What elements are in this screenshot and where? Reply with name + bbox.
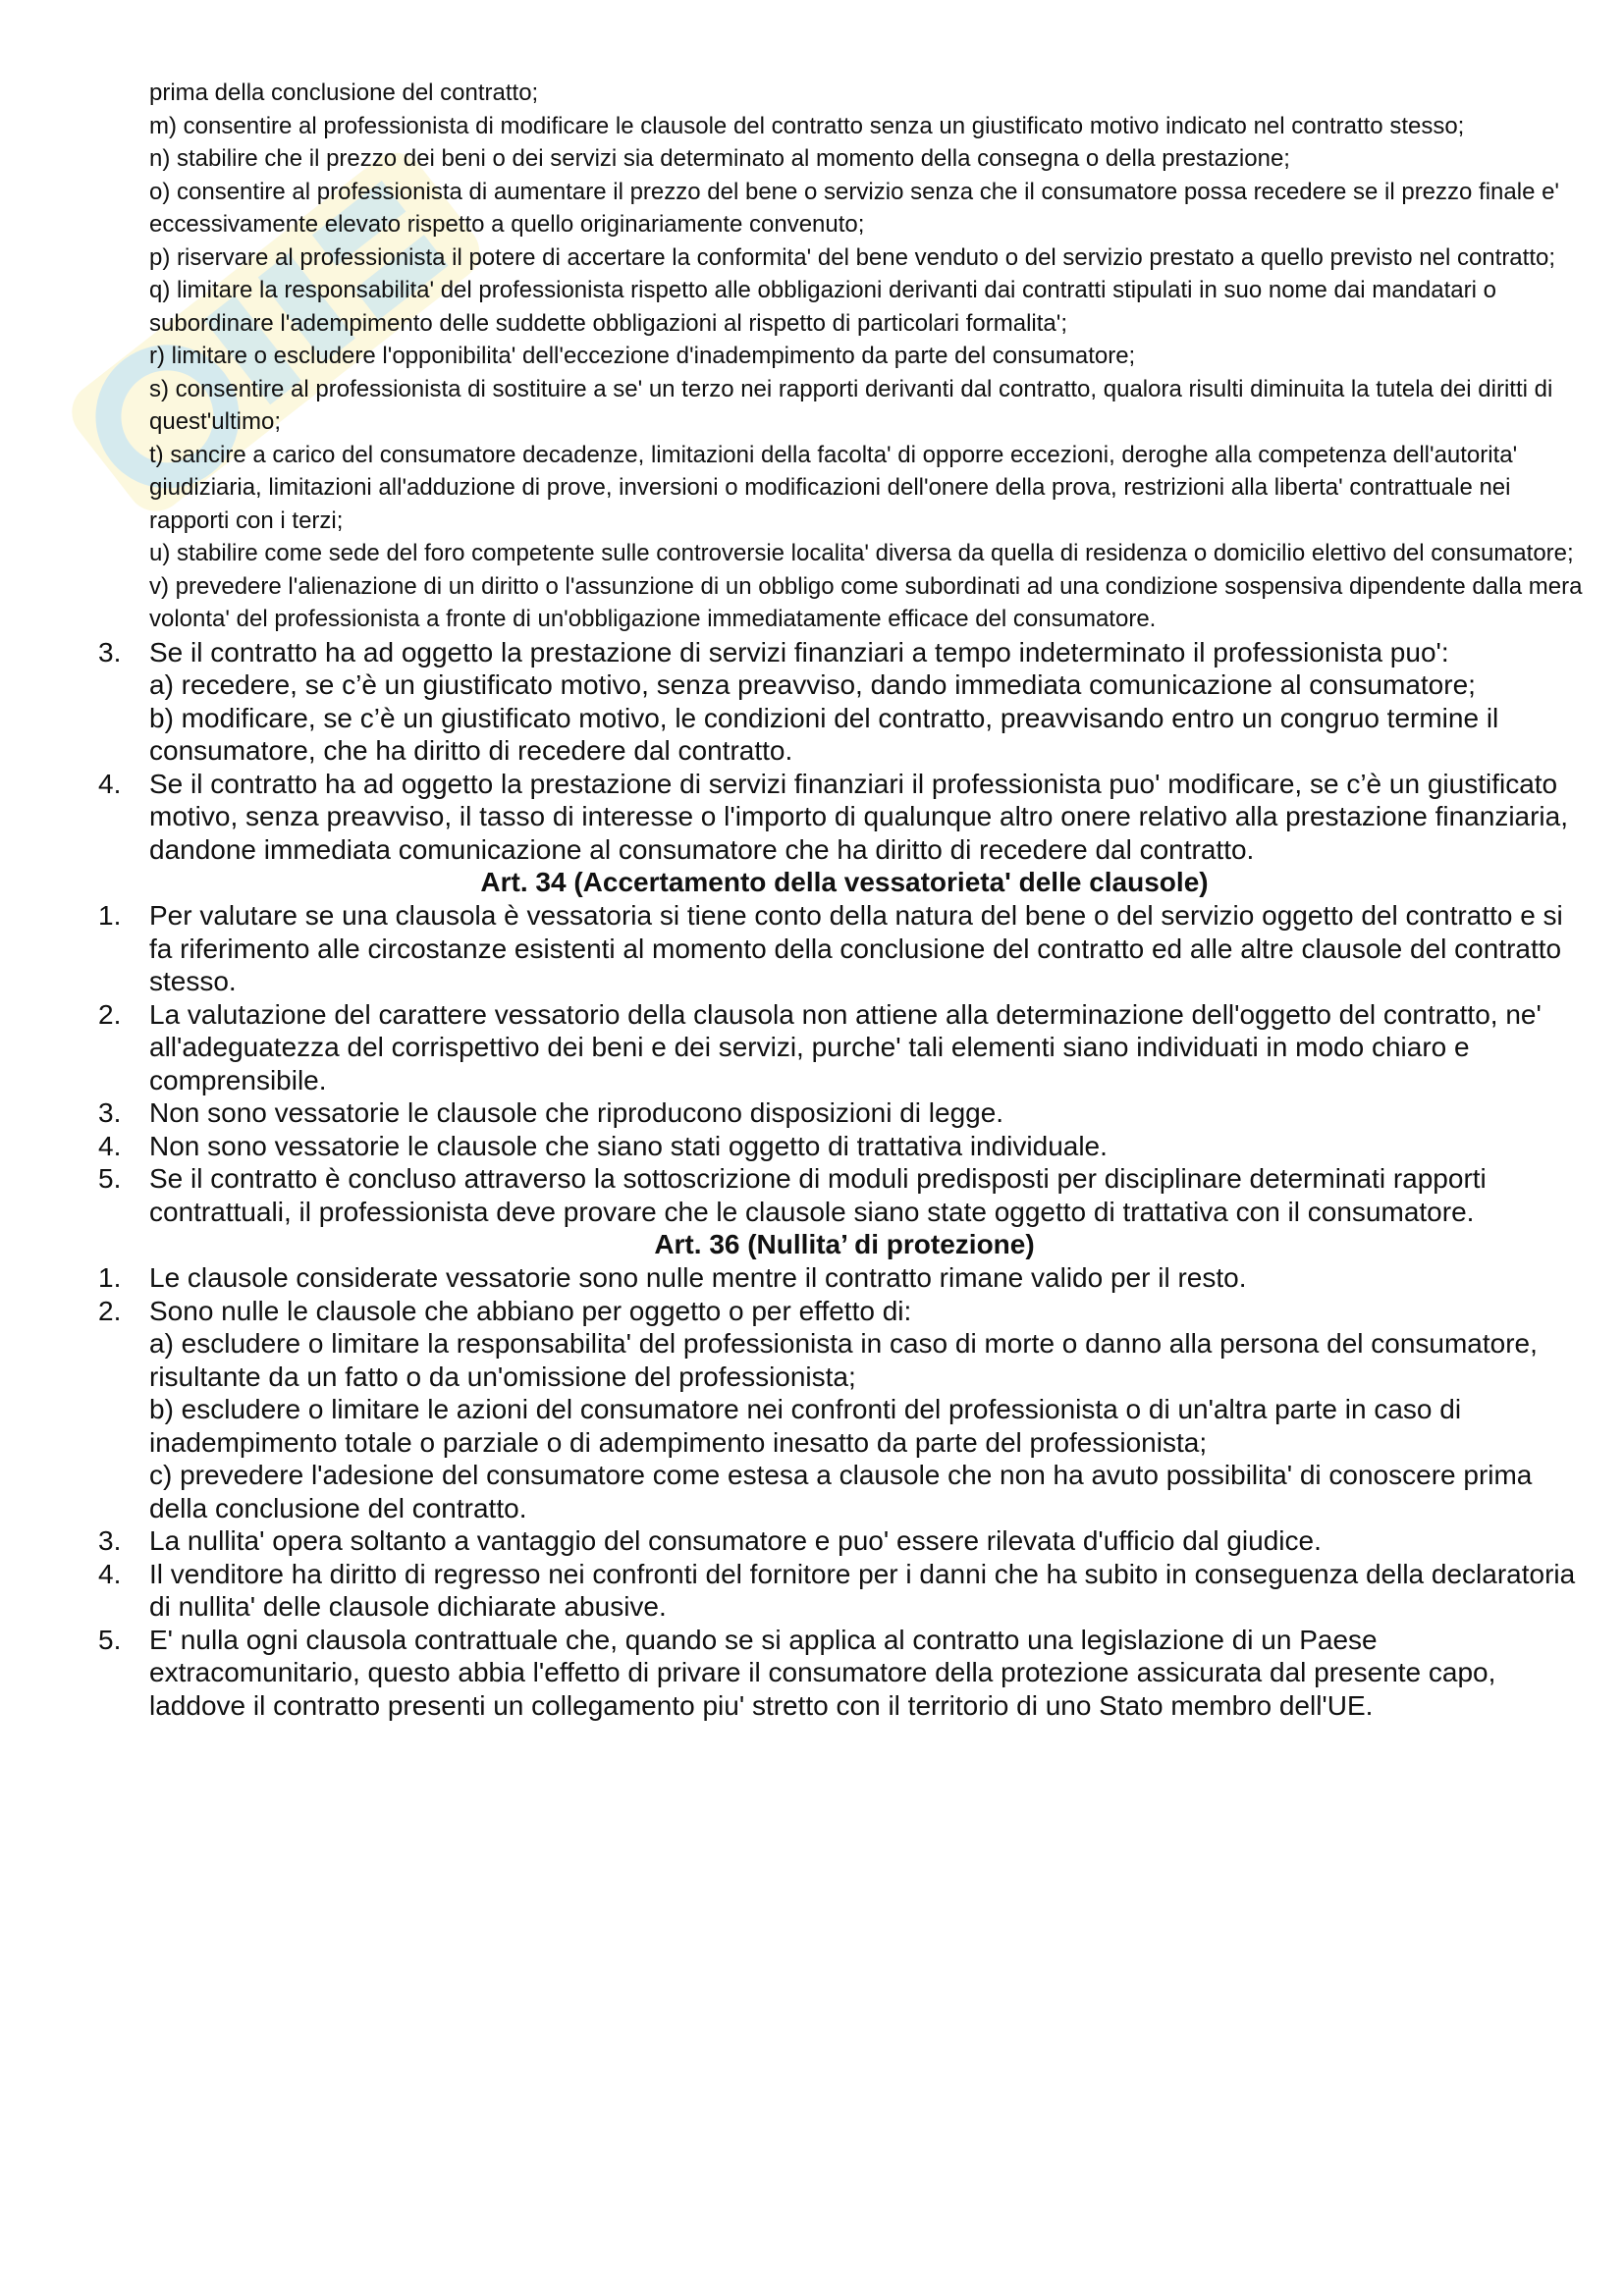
item-sub-c: c) prevedere l'adesione del consumatore come estesa a clausole che non ha avuto possibilita' di conoscere prima della conclusione del contratto. [149, 1460, 1533, 1523]
item-number: 3. [98, 636, 122, 667]
item-number: 3. [98, 1097, 122, 1128]
art36-item-2 [98, 1295, 1591, 1525]
art36-item-3 [98, 1524, 1591, 1558]
item-text: La nullita' opera soltanto a vantaggio del consumatore e puo' essere rilevata d'ufficio dal giudice. [149, 1525, 1322, 1556]
item-number: 4. [98, 1130, 122, 1161]
clause-p: p) riservare al professionista il potere di accertare la conformita' del bene venduto o del servizio prestato a quello previsto nel contratto; [149, 243, 1556, 271]
clause-m: m) consentire al professionista di modificare le clausole del contratto senza un giustificato motivo indicato nel contratto stesso; [149, 112, 1465, 139]
clause-v: v) prevedere l'alienazione di un diritto o l'assunzione di un obbligo come subordinati ad una condizione sospensiva dipendente dalla mera volonta' del professionista a fronte di un'obbligazione immediatamente efficace del consumatore. [149, 572, 1583, 632]
item-number: 2. [98, 1295, 122, 1326]
art36-item-1 [98, 1261, 1591, 1295]
item-number: 5. [98, 1624, 122, 1655]
clause-r: r) limitare o escludere l'opponibilita' dell'eccezione d'inadempimento da parte del consumatore; [149, 343, 1136, 369]
art36-heading: Art. 36 (Nullita’ di protezione) [654, 1229, 1035, 1259]
item-text: La valutazione del carattere vessatorio della clausola non attiene alla determinazione dell'oggetto del contratto, ne' all'adeguatezza del corrispettivo dei beni e dei servizi, purche' tali elementi siano individuati in modo chiaro e comprensibile. [149, 998, 1542, 1095]
item-text: E' nulla ogni clausola contrattuale che, quando se si applica al contratto una legislazione di un Paese extracomunitario, questo abbia l'effetto di privare il consumatore della protezione assicurata dal presente capo, laddove il contratto presenti un collegamento piu' stretto con il territorio di uno Stato membro dell'UE. [149, 1624, 1496, 1721]
art33-item-4 [98, 768, 1591, 867]
item-number: 2. [98, 998, 122, 1030]
clause-continuation: prima della conclusione del contratto; [149, 80, 539, 106]
clause-q: q) limitare la responsabilita' del professionista rispetto alle obbligazioni derivanti dai contratti stipulati in suo nome dai mandatari o subordinare l'adempimento delle suddette obbligazioni al rispetto di particolari formalita'; [149, 277, 1496, 337]
art34-items [98, 899, 1591, 1228]
item-number: 1. [98, 900, 122, 931]
art34-item-2 [98, 998, 1591, 1097]
clause-n: n) stabilire che il prezzo dei beni o dei servizi sia determinato al momento della consegna o della prestazione; [149, 145, 1290, 172]
art36-item-5 [98, 1624, 1591, 1723]
clause-o: o) consentire al professionista di aumentare il prezzo del bene o servizio senza che il consumatore possa recedere se il prezzo finale e' eccessivamente elevato rispetto a quello originariamente convenuto; [149, 178, 1560, 238]
art34-item-5 [98, 1162, 1591, 1228]
art33-items [98, 636, 1591, 867]
item-text: Non sono vessatorie le clausole che riproducono disposizioni di legge. [149, 1097, 1004, 1128]
art33-item-3 [98, 636, 1591, 768]
clause-t: t) sancire a carico del consumatore decadenze, limitazioni della facolta' di opporre eccezioni, deroghe alla competenza dell'autorita' giudiziaria, limitazioni all'adduzione di prove, inversioni o modificazioni dell'onere della prova, restrizioni alla liberta' contrattuale nei rapporti con i terzi; [149, 441, 1518, 534]
item-text: Le clausole considerate vessatorie sono nulle mentre il contratto rimane valido per il resto. [149, 1262, 1247, 1293]
art34-heading: Art. 34 (Accertamento della vessatorieta' delle clausole) [480, 867, 1209, 897]
art34-item-4 [98, 1130, 1591, 1163]
item-text: Se il contratto è concluso attraverso la sottoscrizione di moduli predisposti per disciplinare determinati rapporti contrattuali, il professionista deve provare che le clausole siano state oggetto di trattativa con il consumatore. [149, 1163, 1487, 1227]
item-text: Sono nulle le clausole che abbiano per oggetto o per effetto di: [149, 1295, 912, 1326]
item-sub-b: b) modificare, se c’è un giustificato motivo, le condizioni del contratto, preavvisando entro un congruo termine il consumatore, che ha diritto di recedere dal contratto. [149, 702, 1499, 766]
item-number: 3. [98, 1525, 122, 1556]
document-page [98, 77, 1591, 1722]
item-text: Se il contratto ha ad oggetto la prestazione di servizi finanziari a tempo indeterminato il professionista puo': [149, 636, 1449, 667]
art36-items [98, 1261, 1591, 1722]
clause-u: u) stabilire come sede del foro competente sulle controversie localita' diversa da quella di residenza o domicilio elettivo del consumatore; [149, 540, 1574, 566]
art34-item-1 [98, 899, 1591, 998]
item-sub-a: a) recedere, se c’è un giustificato motivo, senza preavviso, dando immediata comunicazione al consumatore; [149, 669, 1476, 700]
item-text: Se il contratto ha ad oggetto la prestazione di servizi finanziari il professionista puo' modificare, se c’è un giustificato motivo, senza preavviso, il tasso di interesse o l'importo di qualunque altro onere relativo alla prestazione finanziaria, dandone immediata comunicazione al consumatore che ha diritto di recedere dal contratto. [149, 768, 1569, 865]
clause-list-art33 [149, 77, 1591, 636]
item-number: 5. [98, 1163, 122, 1194]
item-sub-a: a) escludere o limitare la responsabilita' del professionista in caso di morte o danno alla persona del consumatore, risultante da un fatto o da un'omissione del professionista; [149, 1328, 1538, 1392]
item-text: Per valutare se una clausola è vessatoria si tiene conto della natura del bene o del servizio oggetto del contratto e si fa riferimento alle circostanze esistenti al momento della conclusione del contratto ed alle altre clausole del contratto stesso. [149, 900, 1563, 996]
item-number: 4. [98, 768, 122, 799]
item-sub-b: b) escludere o limitare le azioni del consumatore nei confronti del professionista o di un'altra parte in caso di inadempimento totale o parziale o di adempimento inesatto da parte del professionista; [149, 1394, 1462, 1458]
art36-item-4 [98, 1558, 1591, 1624]
item-number: 4. [98, 1558, 122, 1589]
art34-item-3 [98, 1096, 1591, 1130]
item-text: Non sono vessatorie le clausole che siano stati oggetto di trattativa individuale. [149, 1130, 1108, 1161]
clause-s: s) consentire al professionista di sostituire a se' un terzo nei rapporti derivanti dal contratto, qualora risulti diminuita la tutela dei diritti di quest'ultimo; [149, 375, 1553, 435]
item-text: Il venditore ha diritto di regresso nei confronti del fornitore per i danni che ha subito in conseguenza della declaratoria di nullita' delle clausole dichiarate abusive. [149, 1558, 1576, 1622]
item-number: 1. [98, 1262, 122, 1293]
